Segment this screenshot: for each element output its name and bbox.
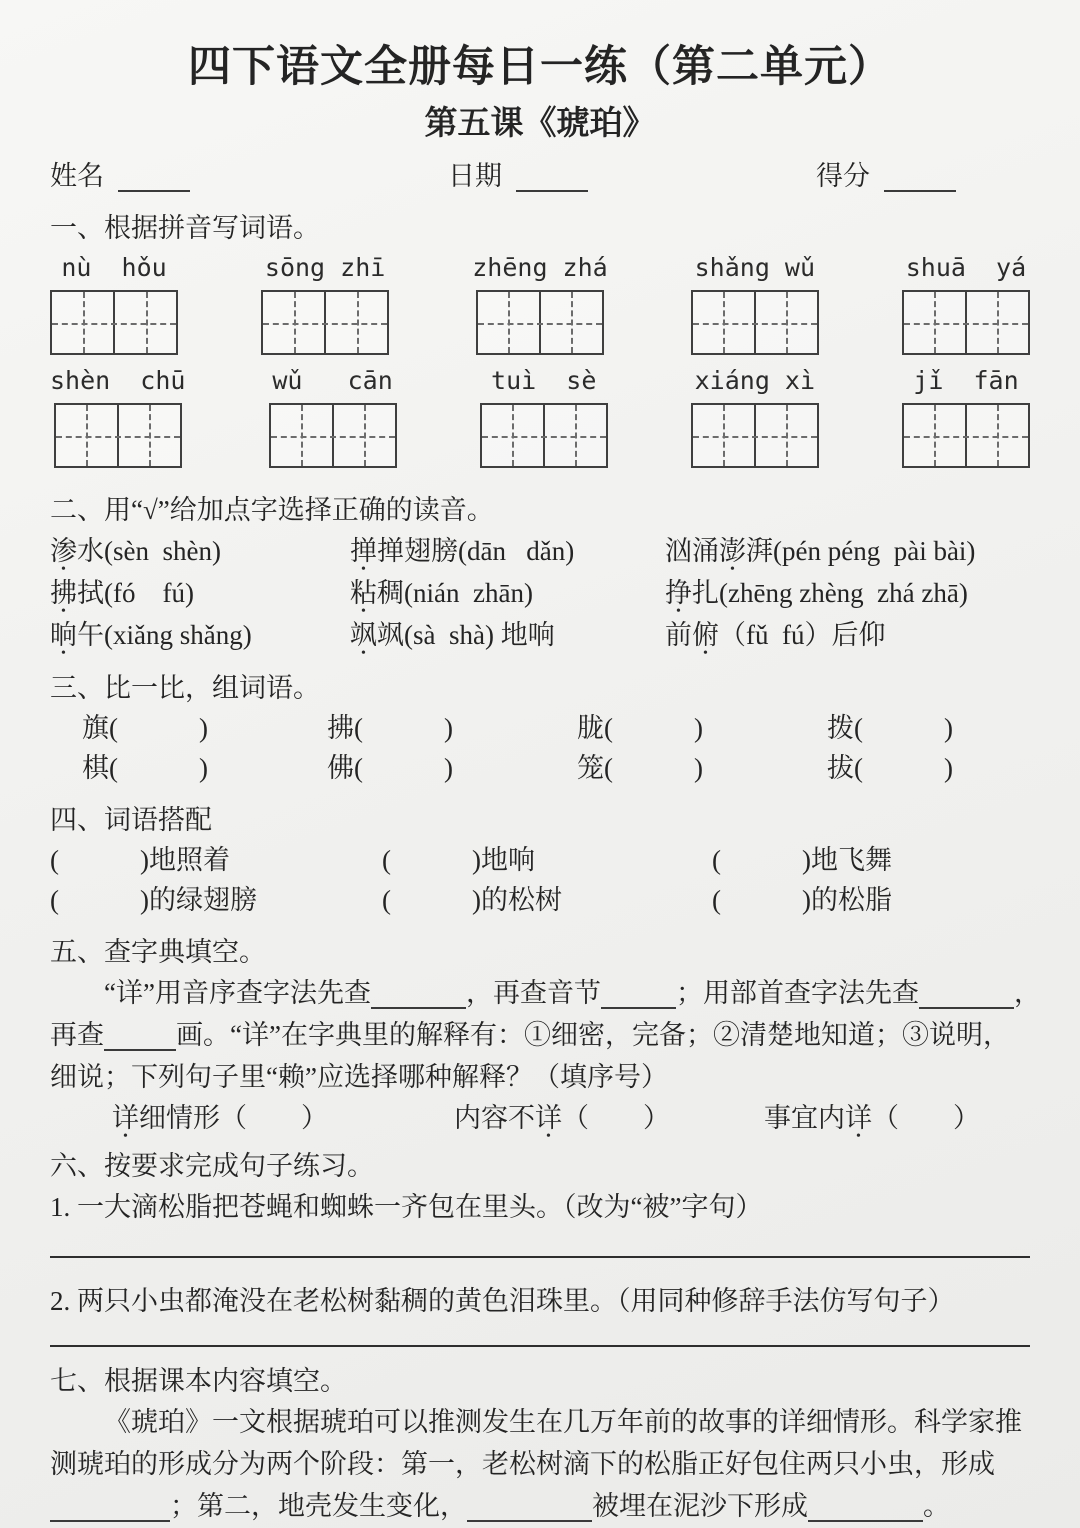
answer-line [50, 1228, 1030, 1258]
section-5-heading: 五、查字典填空。 [50, 937, 266, 967]
grid-cell [271, 405, 332, 466]
grid-cell [332, 405, 395, 466]
grid-cell [324, 292, 387, 353]
pinyin-label: zhēng zhá [472, 253, 608, 282]
grid-cell [478, 292, 539, 353]
date-blank [516, 163, 588, 192]
page-title: 四下语文全册每日一练（第二单元） [188, 44, 892, 91]
pronunciation-row [50, 572, 1030, 614]
writing-grid [480, 403, 608, 468]
sentence-exercise-1: 1. 一大滴松脂把苍蝇和蜘蛛一齐包在里头。（改为“被”字句） [50, 1192, 763, 1222]
collocation-item: ( )地飞舞 [712, 845, 892, 875]
word-compare-item: 拨( ) [827, 713, 953, 743]
collocation-item: ( )地照着 [50, 845, 230, 875]
pronunciation-row [50, 530, 1030, 572]
pinyin-word-group [50, 252, 178, 355]
meta-row [50, 156, 1030, 196]
collocation-item: ( )的松脂 [712, 885, 892, 915]
pinyin-label: shuā yá [905, 253, 1027, 282]
section-1-heading: 一、根据拼音写词语。 [50, 213, 320, 243]
collocation-row [50, 880, 1030, 920]
collocation-item: ( )地响 [382, 845, 535, 875]
grid-cell [965, 292, 1028, 353]
grid-cell [539, 292, 602, 353]
pronunciation-item: 晌午(xiǎng shǎng) [50, 620, 252, 650]
word-compare-row [50, 708, 1030, 748]
answer-line [50, 1322, 1030, 1347]
grid-cell [56, 405, 117, 466]
dictionary-line-3: 细说；下列句子里“赖”应选择哪种解释？（填序号） [50, 1062, 668, 1092]
word-compare-item: 佛( ) [327, 753, 453, 783]
grid-cell [693, 405, 754, 466]
name-field [50, 156, 448, 196]
collocation-item: ( )的绿翅膀 [50, 885, 257, 915]
pinyin-label: tuì sè [491, 366, 597, 395]
pinyin-label: nù hǒu [61, 253, 167, 282]
pronunciation-item: 掸掸翅膀(dān dǎn) [350, 536, 575, 566]
pronunciation-item: 飒飒(sà shà) 地响 [350, 620, 555, 650]
grid-cell [117, 405, 180, 466]
page-subtitle: 第五课《琥珀》 [424, 106, 656, 142]
pinyin-label: shǎng wǔ [694, 253, 816, 282]
pinyin-word-group [902, 252, 1030, 355]
grid-cell [904, 292, 965, 353]
grid-cell [263, 292, 324, 353]
fill-in-line-1: 《琥珀》一文根据琥珀可以推测发生在几万年前的故事的详细情形。科学家推 [104, 1407, 1022, 1437]
fill-in-line-2: 测琥珀的形成分为两个阶段：第一，老松树滴下的松脂正好包住两只小虫，形成 [50, 1449, 995, 1479]
grid-cell [482, 405, 543, 466]
pinyin-grid-row-1 [50, 252, 1030, 355]
section-7-heading: 七、根据课本内容填空。 [50, 1366, 347, 1396]
grid-cell [754, 405, 817, 466]
collocation-row [50, 840, 1030, 880]
pronunciation-row [50, 614, 1030, 656]
grid-cell [52, 292, 113, 353]
pinyin-grid-row-2 [50, 365, 1030, 468]
section-6-heading: 六、按要求完成句子练习。 [50, 1151, 374, 1181]
pinyin-word-group [50, 365, 185, 468]
grid-cell [904, 405, 965, 466]
writing-grid [261, 290, 389, 355]
dictionary-line-1: “详”用音序查字法先查 ，再查音节 ；用部首查字法先查 ， [104, 978, 1041, 1008]
writing-grid [902, 403, 1030, 468]
word-compare-item: 笼( ) [577, 753, 703, 783]
collocation-item: ( )的松树 [382, 885, 562, 915]
score-label: 得分 [816, 161, 870, 191]
writing-grid [50, 290, 178, 355]
pinyin-word-group [472, 252, 607, 355]
word-compare-item: 拔( ) [827, 753, 953, 783]
dictionary-line-2: 再查 画。“详”在字典里的解释有：①细密，完备；②清楚地知道；③说明， [50, 1020, 1010, 1050]
name-label: 姓名 [50, 161, 104, 191]
pronunciation-item: 前俯（fǔ fú）后仰 [665, 620, 886, 650]
section-3-heading: 三、比一比，组词语。 [50, 673, 320, 703]
dictionary-answer-item: 事宜内详（ ） [764, 1103, 980, 1133]
pinyin-word-group [269, 365, 397, 468]
pinyin-word-group [902, 365, 1030, 468]
writing-grid [54, 403, 182, 468]
pinyin-label: xiáng xì [694, 366, 816, 395]
pinyin-label: sōng zhī [264, 253, 386, 282]
writing-grid [269, 403, 397, 468]
score-field [816, 156, 1030, 196]
dictionary-answer-item: 内容不详（ ） [454, 1103, 670, 1133]
date-field [448, 156, 816, 196]
pronunciation-item: 挣扎(zhēng zhèng zhá zhā) [665, 578, 968, 608]
writing-grid [691, 403, 819, 468]
grid-cell [113, 292, 176, 353]
writing-grid [691, 290, 819, 355]
pronunciation-item: 渗水(sèn shèn) [50, 536, 221, 566]
pinyin-label: jǐ fān [913, 366, 1019, 395]
grid-cell [543, 405, 606, 466]
name-blank [118, 163, 190, 192]
pinyin-word-group [691, 252, 819, 355]
pronunciation-item: 粘稠(nián zhān) [350, 578, 533, 608]
fill-in-line-3: ；第二，地壳发生变化， 被埋在泥沙下形成 。 [50, 1485, 1030, 1527]
grid-cell [693, 292, 754, 353]
pinyin-word-group [480, 365, 608, 468]
word-compare-item: 胧( ) [577, 713, 703, 743]
sentence-exercise-2: 2. 两只小虫都淹没在老松树黏稠的黄色泪珠里。（用同种修辞手法仿写句子） [50, 1286, 955, 1316]
writing-grid [476, 290, 604, 355]
grid-cell [965, 405, 1028, 466]
pronunciation-item: 汹涌澎湃(pén péng pài bài) [665, 536, 976, 566]
date-label: 日期 [448, 161, 502, 191]
word-compare-row [50, 748, 1030, 788]
pronunciation-item: 拂拭(fó fú) [50, 578, 194, 608]
dictionary-answer-item: 详细情形（ ） [112, 1103, 328, 1133]
pinyin-label: shèn chū [50, 366, 186, 395]
pinyin-label: wǔ cān [272, 366, 393, 395]
section-4-heading: 四、词语搭配 [50, 805, 212, 835]
writing-grid [902, 290, 1030, 355]
word-compare-item: 拂( ) [327, 713, 453, 743]
pinyin-word-group [261, 252, 389, 355]
grid-cell [754, 292, 817, 353]
pinyin-word-group [691, 365, 819, 468]
word-compare-item: 棋( ) [82, 753, 208, 783]
section-2-heading: 二、用“√”给加点字选择正确的读音。 [50, 495, 494, 525]
score-blank [884, 163, 956, 192]
word-compare-item: 旗( ) [82, 713, 208, 743]
dictionary-answers-row [50, 1098, 1030, 1138]
